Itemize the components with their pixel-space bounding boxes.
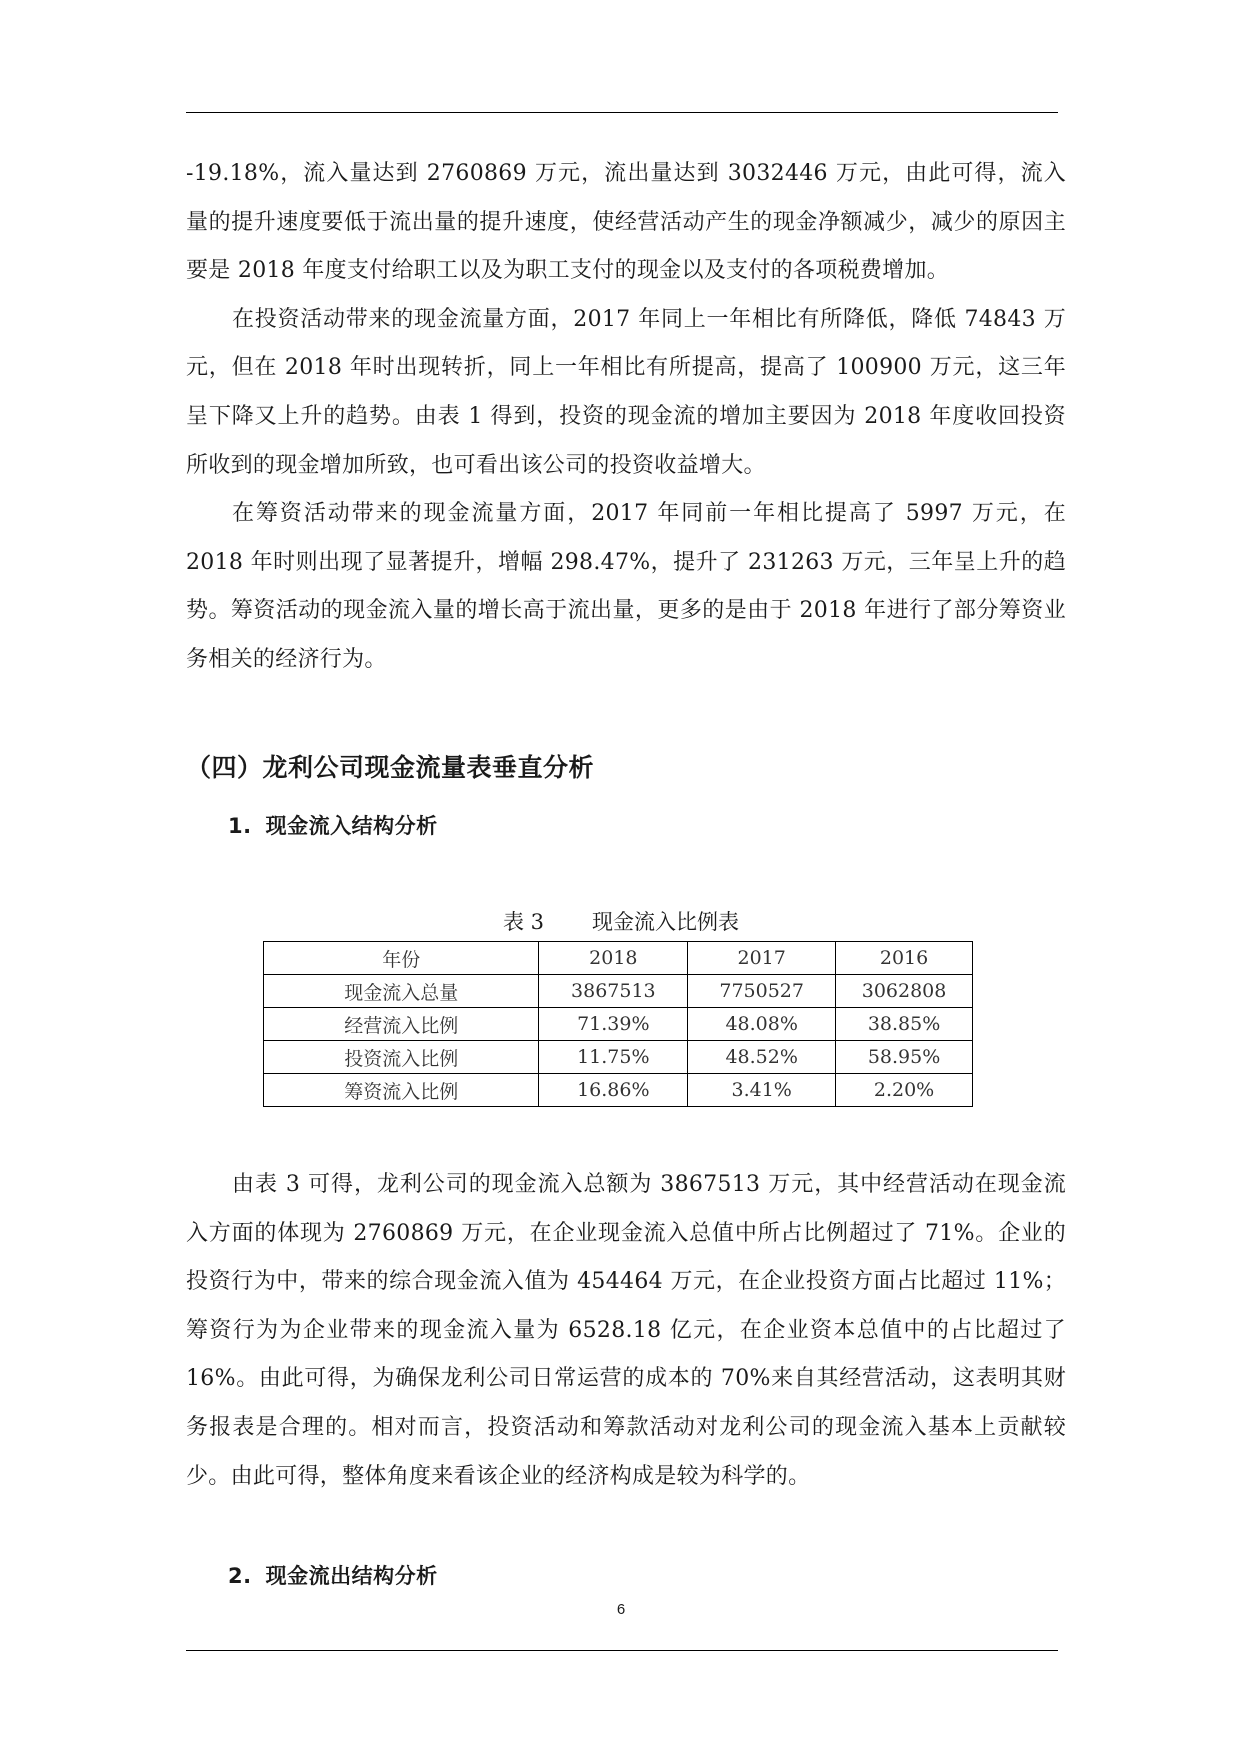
table-caption	[186, 906, 1056, 936]
table-cell: 2.20%	[836, 1074, 973, 1107]
table-cell: 7750527	[688, 975, 836, 1008]
table-cell: 71.39%	[539, 1008, 688, 1041]
table-cell: 38.85%	[836, 1008, 973, 1041]
subheading-cash-outflow	[228, 1560, 438, 1590]
table-caption-label: 表 3	[502, 910, 545, 934]
table-cell: 现金流入总量	[264, 975, 539, 1008]
table-row	[264, 975, 973, 1008]
table-row	[264, 1041, 973, 1074]
table-cell: 经营流入比例	[264, 1008, 539, 1041]
table-row	[264, 1008, 973, 1041]
section-heading: （四）龙利公司现金流量表垂直分析	[186, 753, 595, 782]
subheading-text: 现金流出结构分析	[265, 1564, 438, 1588]
paragraph-analysis: 由表 3 可得，龙利公司的现金流入总额为 3867513 万元，其中经营活动在现金流入方面的体现为 2760869 万元，在企业现金流入总值中所占比例超过了 71%。企业的投资行为中，带来的综合现金流入值为 454464 万元，在企业投资方面占比超过 11%；筹资行为为企业带来的现金流入量为 6528.18 亿元，在企业资本总值中的占比超过了 16%。由此可得，为确保龙利公司日常运营的成本的 70%来自其经营活动，这表明其财务报表是合理的。相对而言，投资活动和筹款活动对龙利公司的现金流入基本上贡献较少。由此可得，整体角度来看该企业的经济构成是较为科学的。	[186, 1172, 1066, 1489]
table-cell: 11.75%	[539, 1041, 688, 1074]
table-header-cell: 2016	[836, 942, 973, 975]
table-cell: 48.52%	[688, 1041, 836, 1074]
table-header-cell: 年份	[264, 942, 539, 975]
body-text-top	[186, 150, 1066, 685]
table-cell: 16.86%	[539, 1074, 688, 1107]
footer-rule	[186, 1650, 1058, 1651]
table-cell: 筹资流入比例	[264, 1074, 539, 1107]
table-cell: 3.41%	[688, 1074, 836, 1107]
table-cell: 58.95%	[836, 1041, 973, 1074]
cash-inflow-ratio-table	[263, 941, 973, 1107]
subheading-text: 现金流入结构分析	[265, 814, 438, 838]
table-cell: 48.08%	[688, 1008, 836, 1041]
table-header-row	[264, 942, 973, 975]
paragraph-financing: 在筹资活动带来的现金流量方面，2017 年同前一年相比提高了 5997 万元，在 2018 年时则出现了显著提升，增幅 298.47%，提升了 231263 万元，三年呈上升的趋势。筹资活动的现金流入量的增长高于流出量，更多的是由于 2018 年进行了部分筹资业务相关的经济行为。	[186, 501, 1066, 672]
subheading-number: 1.	[228, 814, 252, 838]
header-rule	[186, 112, 1058, 113]
table-caption-title: 现金流入比例表	[592, 910, 740, 934]
body-text-bottom	[186, 1161, 1066, 1501]
subheading-cash-inflow	[228, 810, 438, 840]
table-header-cell: 2018	[539, 942, 688, 975]
paragraph-continuation: -19.18%，流入量达到 2760869 万元，流出量达到 3032446 万元，由此可得，流入量的提升速度要低于流出量的提升速度，使经营活动产生的现金净额减少，减少的原因主要是 2018 年度支付给职工以及为职工支付的现金以及支付的各项税费增加。	[186, 161, 1066, 284]
paragraph-investment: 在投资活动带来的现金流量方面，2017 年同上一年相比有所降低，降低 74843 万元，但在 2018 年时出现转折，同上一年相比有所提高，提高了 100900 万元，这三年呈下降又上升的趋势。由表 1 得到，投资的现金流的增加主要因为 2018 年度收回投资所收到的现金增加所致，也可看出该公司的投资收益增大。	[186, 306, 1066, 478]
table-header-cell: 2017	[688, 942, 836, 975]
table-cell: 3062808	[836, 975, 973, 1008]
subheading-number: 2.	[228, 1564, 252, 1588]
page-number: 6	[616, 1601, 626, 1618]
table-row	[264, 1074, 973, 1107]
table-cell: 投资流入比例	[264, 1041, 539, 1074]
table-cell: 3867513	[539, 975, 688, 1008]
